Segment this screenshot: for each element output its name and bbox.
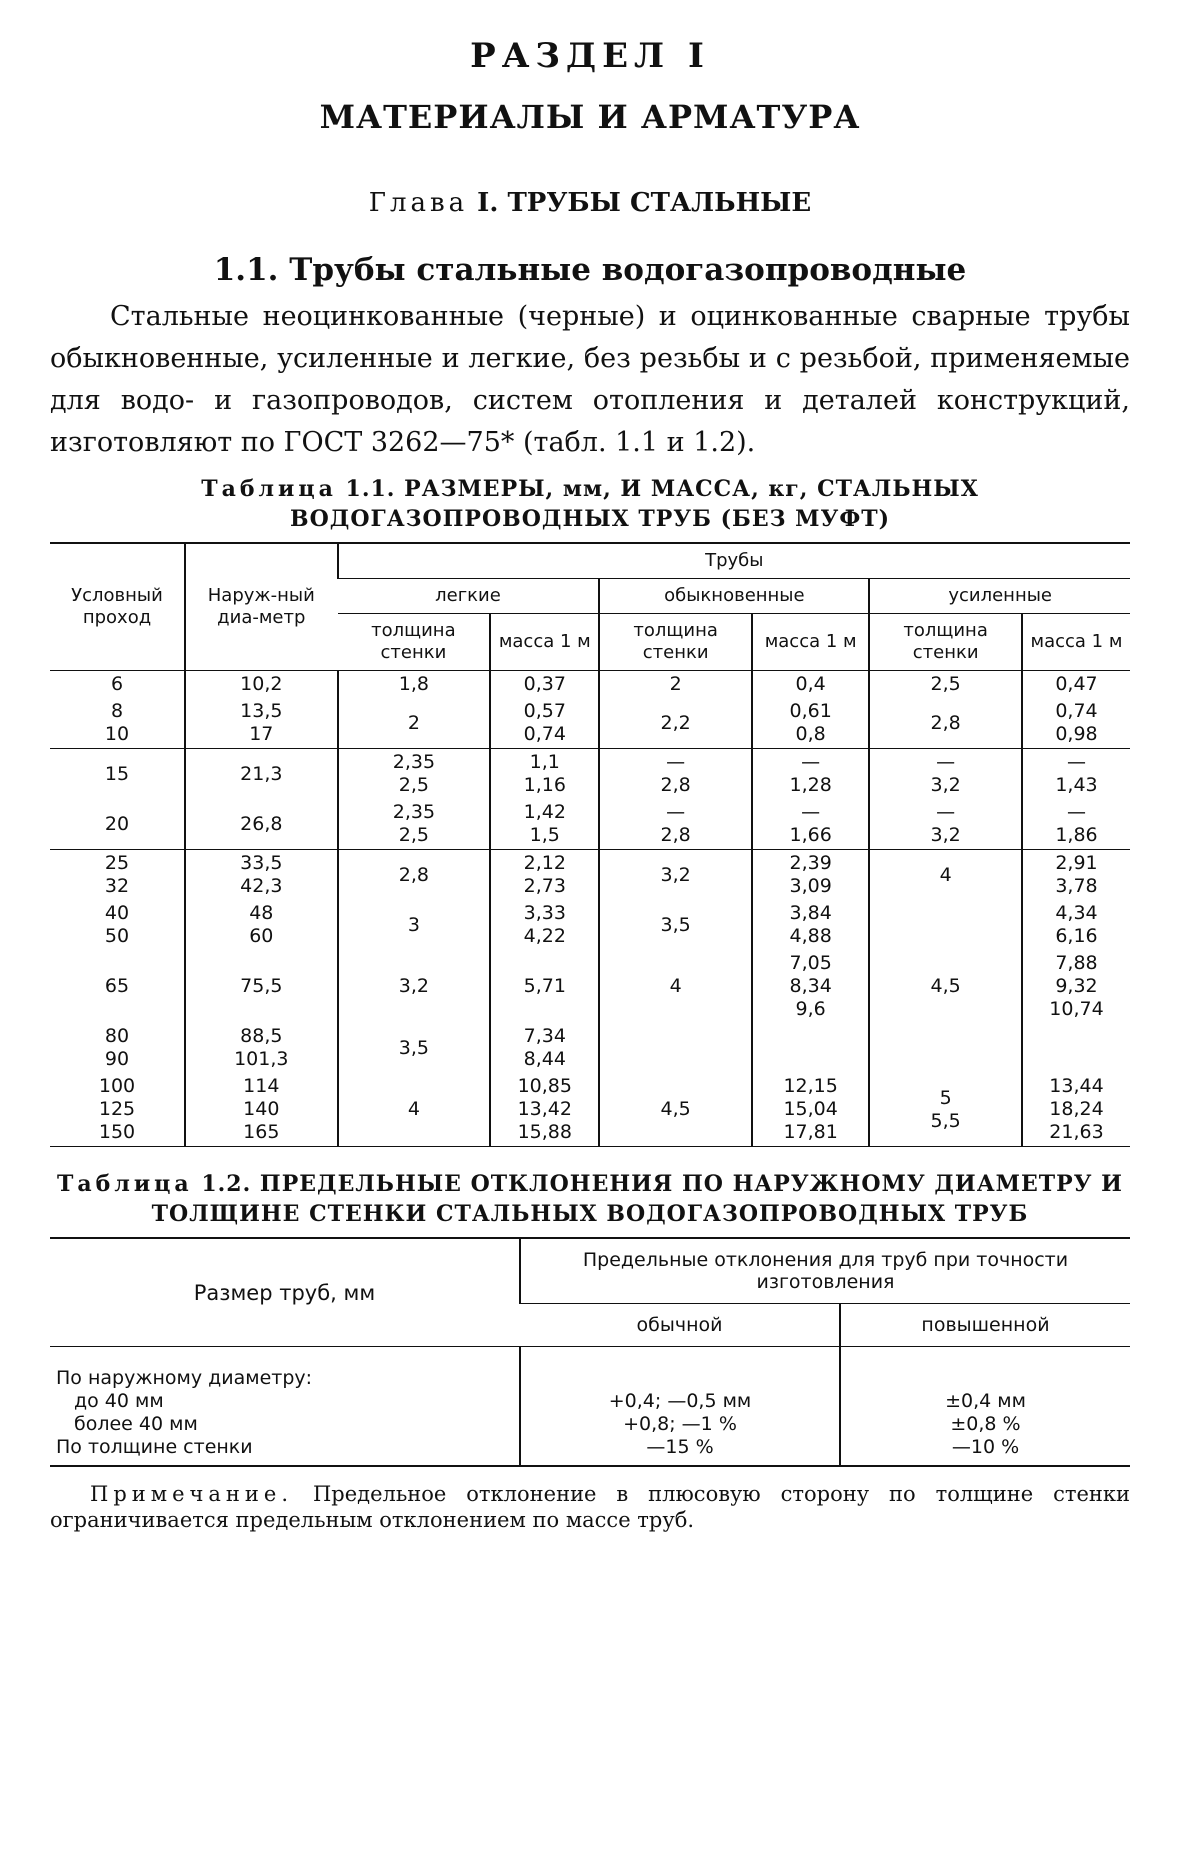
cell-ordinary-wall: — 2,8 xyxy=(599,749,752,800)
header-mass: масса 1 м xyxy=(1022,614,1130,671)
cell-ordinary-mass: 12,15 15,04 17,81 xyxy=(752,1073,869,1147)
cell-reinforced-mass: 4,34 6,16 xyxy=(1022,900,1130,950)
cell-ordinary-mass: 0,4 xyxy=(752,671,869,699)
table2-caption xyxy=(50,1169,1130,1229)
cell-nominal-bore: 100 125 150 xyxy=(98,1075,136,1143)
section-subtitle: МАТЕРИАЛЫ И АРМАТУРА xyxy=(319,98,861,136)
table1-caption xyxy=(50,474,1130,534)
cell-light-wall: 3,2 xyxy=(338,950,491,1023)
table-note xyxy=(50,1481,1130,1533)
cell-reinforced-mass: 0,47 xyxy=(1022,671,1130,699)
cell-ordinary-wall: — 2,8 xyxy=(599,799,752,850)
cell-reinforced-mass: 13,44 18,24 21,63 xyxy=(1022,1073,1130,1147)
cell-light-wall: 4 xyxy=(338,1073,491,1147)
cell-ordinary-mass: 0,61 0,8 xyxy=(752,698,869,749)
cell-ordinary-wall xyxy=(599,1023,752,1073)
cell-light-wall: 3 xyxy=(338,900,491,950)
cell-nominal-bore: 25 32 xyxy=(50,850,185,901)
table-row xyxy=(50,850,1130,901)
cell-reinforced-wall: — 3,2 xyxy=(869,749,1022,800)
cell-light-mass: 5,71 xyxy=(490,950,599,1023)
header-pipes: Трубы xyxy=(338,543,1130,579)
cell-ordinary-mass: 3,84 4,88 xyxy=(752,900,869,950)
cell-light-mass: 1,42 1,5 xyxy=(490,799,599,850)
cell-light-mass: 3,33 4,22 xyxy=(490,900,599,950)
table2-caption-label: Таблица xyxy=(57,1171,193,1197)
table2-caption-text: 1.2. ПРЕДЕЛЬНЫЕ ОТКЛОНЕНИЯ ПО НАРУЖНОМУ ДИАМЕТРУ И ТОЛЩИНЕ СТЕНКИ СТАЛЬНЫХ ВОДОГАЗОПРОВОДНЫХ ТРУБ xyxy=(151,1171,1123,1227)
cell-reinforced-mass: 0,74 0,98 xyxy=(1022,698,1130,749)
header-reinforced: усиленные xyxy=(869,579,1130,614)
cell-ordinary-wall: 3,2 xyxy=(599,850,752,901)
deviation-value: —15 % xyxy=(646,1436,714,1458)
cell-ordinary-mass xyxy=(752,1023,869,1073)
cell-light-mass: 0,57 0,74 xyxy=(490,698,599,749)
header-high-precision: повышенной xyxy=(840,1304,1130,1347)
cell-outer-diameter: 75,5 xyxy=(185,950,338,1023)
cell-ordinary-mass: — 1,66 xyxy=(752,799,869,850)
cell-nominal-bore: 15 xyxy=(50,749,185,800)
cell-reinforced-wall: 5 5,5 xyxy=(869,1073,1022,1147)
header-deviations: Предельные отклонения для труб при точности изготовления xyxy=(520,1238,1130,1304)
cell-light-mass: 2,12 2,73 xyxy=(490,850,599,901)
deviation-value: —10 % xyxy=(951,1436,1020,1458)
cell-ordinary-wall: 2 xyxy=(599,671,752,699)
table1-caption-label: Таблица xyxy=(201,476,337,502)
header-pipe-size: Размер труб, мм xyxy=(50,1238,520,1347)
deviation-value: +0,8; —1 % xyxy=(623,1413,737,1435)
cell-outer-diameter: 114 140 165 xyxy=(185,1073,338,1147)
table-row xyxy=(50,671,1130,699)
header-ordinary: обыкновенные xyxy=(599,579,869,614)
cell-ordinary-mass: 7,05 8,34 9,6 xyxy=(752,950,869,1023)
cell-light-wall: 3,5 xyxy=(338,1023,491,1073)
cell-light-mass: 10,85 13,42 15,88 xyxy=(490,1073,599,1147)
cell-outer-diameter: 48 60 xyxy=(185,900,338,950)
header-normal-precision: обычной xyxy=(520,1304,840,1347)
chapter-title: I. ТРУБЫ СТАЛЬНЫЕ xyxy=(477,188,812,218)
header-wall: толщина стенки xyxy=(599,614,752,671)
cell-outer-diameter: 13,5 17 xyxy=(185,698,338,749)
cell-reinforced-mass: 7,88 9,32 10,74 xyxy=(1022,950,1130,1023)
table1-body xyxy=(50,671,1130,1147)
cell-nominal-bore: 80 90 xyxy=(104,1025,130,1070)
document-page xyxy=(50,30,1130,1533)
cell-outer-diameter: 26,8 xyxy=(185,799,338,850)
header-mass: масса 1 м xyxy=(752,614,869,671)
cell-reinforced-wall xyxy=(869,900,1022,950)
table-row xyxy=(50,1347,1130,1467)
note-label: Примечание. xyxy=(90,1482,294,1506)
note-text: Предельное отклонение в плюсовую сторону по толщине стенки ограничивается предельным отклонением по массе труб. xyxy=(50,1482,1130,1532)
row-label: до 40 мм xyxy=(74,1390,164,1412)
cell-light-wall: 2,35 2,5 xyxy=(338,749,491,800)
intro-paragraph: Стальные неоцинкованные (черные) и оцинкованные сварные трубы обыкновенные, усиленные и легкие, без резьбы и с резьбой, применяемые для водо- и газопроводов, систем отопления и деталей конструкций, изготовляют по ГОСТ 3262—75* (табл. 1.1 и 1.2). xyxy=(50,301,1130,458)
cell-reinforced-wall xyxy=(869,1023,1022,1073)
cell-ordinary-wall: 2,2 xyxy=(599,698,752,749)
header-wall: толщина стенки xyxy=(338,614,491,671)
high-values-cell xyxy=(840,1347,1130,1467)
deviation-value: ±0,4 мм xyxy=(945,1390,1026,1412)
cell-outer-diameter: 10,2 xyxy=(185,671,338,699)
table-row xyxy=(50,1023,1130,1073)
header-wall: толщина стенки xyxy=(869,614,1022,671)
table-row xyxy=(50,900,1130,950)
cell-nominal-bore: 65 xyxy=(104,975,130,997)
cell-outer-diameter: 88,5 101,3 xyxy=(185,1023,338,1073)
cell-light-mass: 0,37 xyxy=(490,671,599,699)
cell-ordinary-wall: 4 xyxy=(599,950,752,1023)
cell-nominal-bore: 8 10 xyxy=(104,700,130,745)
cell-nominal-bore: 6 xyxy=(50,671,185,699)
section-title: РАЗДЕЛ I xyxy=(470,36,710,76)
cell-reinforced-mass: 2,91 3,78 xyxy=(1022,850,1130,901)
cell-reinforced-mass xyxy=(1022,1023,1130,1073)
cell-nominal-bore: 20 xyxy=(104,812,130,835)
table-row xyxy=(50,1073,1130,1147)
cell-light-wall: 1,8 xyxy=(338,671,491,699)
cell-light-mass: 1,1 1,16 xyxy=(490,749,599,800)
cell-reinforced-mass: — 1,86 xyxy=(1022,799,1130,850)
header-light: легкие xyxy=(338,579,600,614)
table-tolerances xyxy=(50,1237,1130,1467)
cell-nominal-bore: 40 50 xyxy=(104,902,130,947)
cell-light-wall: 2,35 2,5 xyxy=(338,799,491,850)
normal-values-cell xyxy=(520,1347,840,1467)
row-label: По толщине стенки xyxy=(56,1436,253,1458)
row-label: более 40 мм xyxy=(74,1413,198,1435)
chapter-heading xyxy=(50,188,1130,218)
deviation-value: ±0,8 % xyxy=(950,1413,1021,1435)
cell-ordinary-mass: — 1,28 xyxy=(752,749,869,800)
table-row xyxy=(50,799,1130,850)
header-nominal-bore: Условный проход xyxy=(50,543,185,671)
cell-light-mass: 7,34 8,44 xyxy=(490,1023,599,1073)
cell-ordinary-mass: 2,39 3,09 xyxy=(752,850,869,901)
size-labels-cell xyxy=(50,1347,520,1467)
cell-reinforced-wall: 4,5 xyxy=(869,950,1022,1023)
cell-reinforced-wall: — 3,2 xyxy=(869,799,1022,850)
chapter-label: Глава xyxy=(368,188,469,218)
header-outer-diameter: Наруж-ный диа-метр xyxy=(185,543,338,671)
cell-reinforced-wall: 4 xyxy=(869,850,1022,901)
deviation-value: +0,4; —0,5 мм xyxy=(608,1390,752,1412)
row-label: По наружному диаметру: xyxy=(56,1367,313,1389)
subsection-title: 1.1. Трубы стальные водогазопроводные xyxy=(213,252,967,288)
table-row xyxy=(50,698,1130,749)
cell-reinforced-wall: 2,8 xyxy=(869,698,1022,749)
table-row xyxy=(50,950,1130,1023)
cell-light-wall: 2 xyxy=(338,698,491,749)
cell-reinforced-wall: 2,5 xyxy=(869,671,1022,699)
cell-ordinary-wall: 4,5 xyxy=(599,1073,752,1147)
header-mass: масса 1 м xyxy=(490,614,599,671)
cell-reinforced-mass: — 1,43 xyxy=(1022,749,1130,800)
cell-outer-diameter: 33,5 42,3 xyxy=(185,850,338,901)
cell-ordinary-wall: 3,5 xyxy=(599,900,752,950)
table1-caption-text: 1.1. РАЗМЕРЫ, мм, И МАССА, кг, СТАЛЬНЫХ ВОДОГАЗОПРОВОДНЫХ ТРУБ (БЕЗ МУФТ) xyxy=(290,476,979,532)
table-pipe-dimensions xyxy=(50,542,1130,1147)
cell-outer-diameter: 21,3 xyxy=(185,749,338,800)
table-row xyxy=(50,749,1130,800)
cell-light-wall: 2,8 xyxy=(338,850,491,901)
